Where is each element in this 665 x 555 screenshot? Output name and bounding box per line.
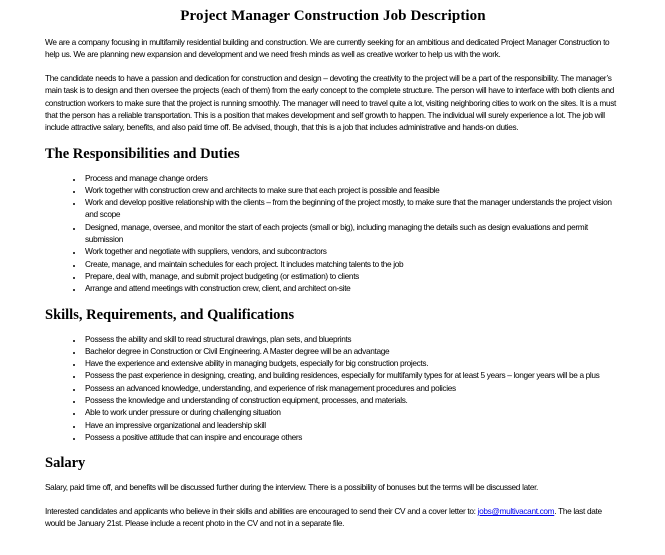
list-item: • Possess an advanced knowledge, understanding, and experience of risk management procedures and policies — [83, 382, 621, 394]
list-item: • Work and develop positive relationship with the clients – from the beginning of the project mostly, to make sure that the manager understands the project vision and scope — [83, 196, 621, 221]
list-item: • Arrange and attend meetings with construction crew, client, and architect on-site — [83, 282, 621, 294]
list-item: • Work together and negotiate with suppliers, vendors, and subcontractors — [83, 245, 621, 257]
list-item: • Work together with construction crew and architects to make sure that each project is possible and feasible — [83, 184, 621, 196]
closing-paragraph — [45, 505, 621, 530]
list-item: • Possess a positive attitude that can inspire and encourage others — [83, 431, 621, 443]
list-item: • Possess the past experience in designing, creating, and building residences, especially for multifamily types for at least 5 years – longer years will be a plus — [83, 369, 621, 381]
list-item: • Prepare, deal with, manage, and submit project budgeting (or estimation) to clients — [83, 270, 621, 282]
list-item: • Possess the knowledge and understanding of construction equipment, processes, and materials. — [83, 394, 621, 406]
list-item: • Have an impressive organizational and leadership skill — [83, 419, 621, 431]
list-item: • Process and manage change orders — [83, 172, 621, 184]
salary-paragraph: Salary, paid time off, and benefits will be discussed further during the interview. There is a possibility of bonuses but the terms will be discussed later. — [45, 482, 539, 493]
list-item: • Able to work under pressure or during challenging situation — [83, 406, 621, 418]
closing-text-before: Interested candidates and applicants who believe in their skills and abilities are encouraged to send their CV and a cover letter to: — [45, 506, 478, 517]
document-title: Project Manager Construction Job Description — [180, 8, 486, 24]
list-item: • Create, manage, and maintain schedules for each project. It includes matching talents to the job — [83, 258, 621, 270]
section-heading-skills: Skills, Requirements, and Qualifications — [45, 306, 295, 323]
intro-paragraph-2: The candidate needs to have a passion and dedication for construction and design – devoting the creativity to the project will be a part of the responsibility. The manager’s main task is to design and then oversee the projects (each of them) from the early concept to the complete structure. The person will have to interface with both clients and construction workers to make sure that the project is running smoothly. The manager will need to travel quite a lot, visiting neighboring cities to work on the sites. It is a must that the person has a reliable transportation. This is a position that makes development and self growth to happen. The individual will surely experience a lot. The job will include attractive salary, benefits, and also paid time off. Be advised, though, that this is a job that includes administrative and hands-on duties. — [45, 73, 617, 133]
section-heading-salary: Salary — [45, 455, 86, 472]
closing-text-after: . The last date would be January 21st. Please include a recent photo in the CV and not in a separate file. — [45, 506, 602, 529]
list-item: • Bachelor degree in Construction or Civil Engineering. A Master degree will be an advantage — [83, 345, 621, 357]
responsibilities-list — [45, 172, 621, 295]
skills-list — [45, 333, 621, 444]
list-item: • Designed, manage, oversee, and monitor the start of each projects (small or big), including managing the details such as design evaluations and permit submission — [83, 221, 621, 246]
section-heading-responsibilities: The Responsibilities and Duties — [45, 145, 240, 162]
intro-paragraph-1: We are a company focusing in multifamily residential building and construction. We are currently seeking for an ambitious and dedicated Project Manager Construction to help us. We are planning new expansion and development and we need fresh minds as well as creative worker to help us with the work. — [45, 37, 610, 60]
email-link[interactable]: jobs@multivacant.com — [477, 506, 555, 517]
list-item: • Possess the ability and skill to read structural drawings, plan sets, and blueprints — [83, 333, 621, 345]
list-item: • Have the experience and extensive ability in managing budgets, especially for big construction projects. — [83, 357, 621, 369]
